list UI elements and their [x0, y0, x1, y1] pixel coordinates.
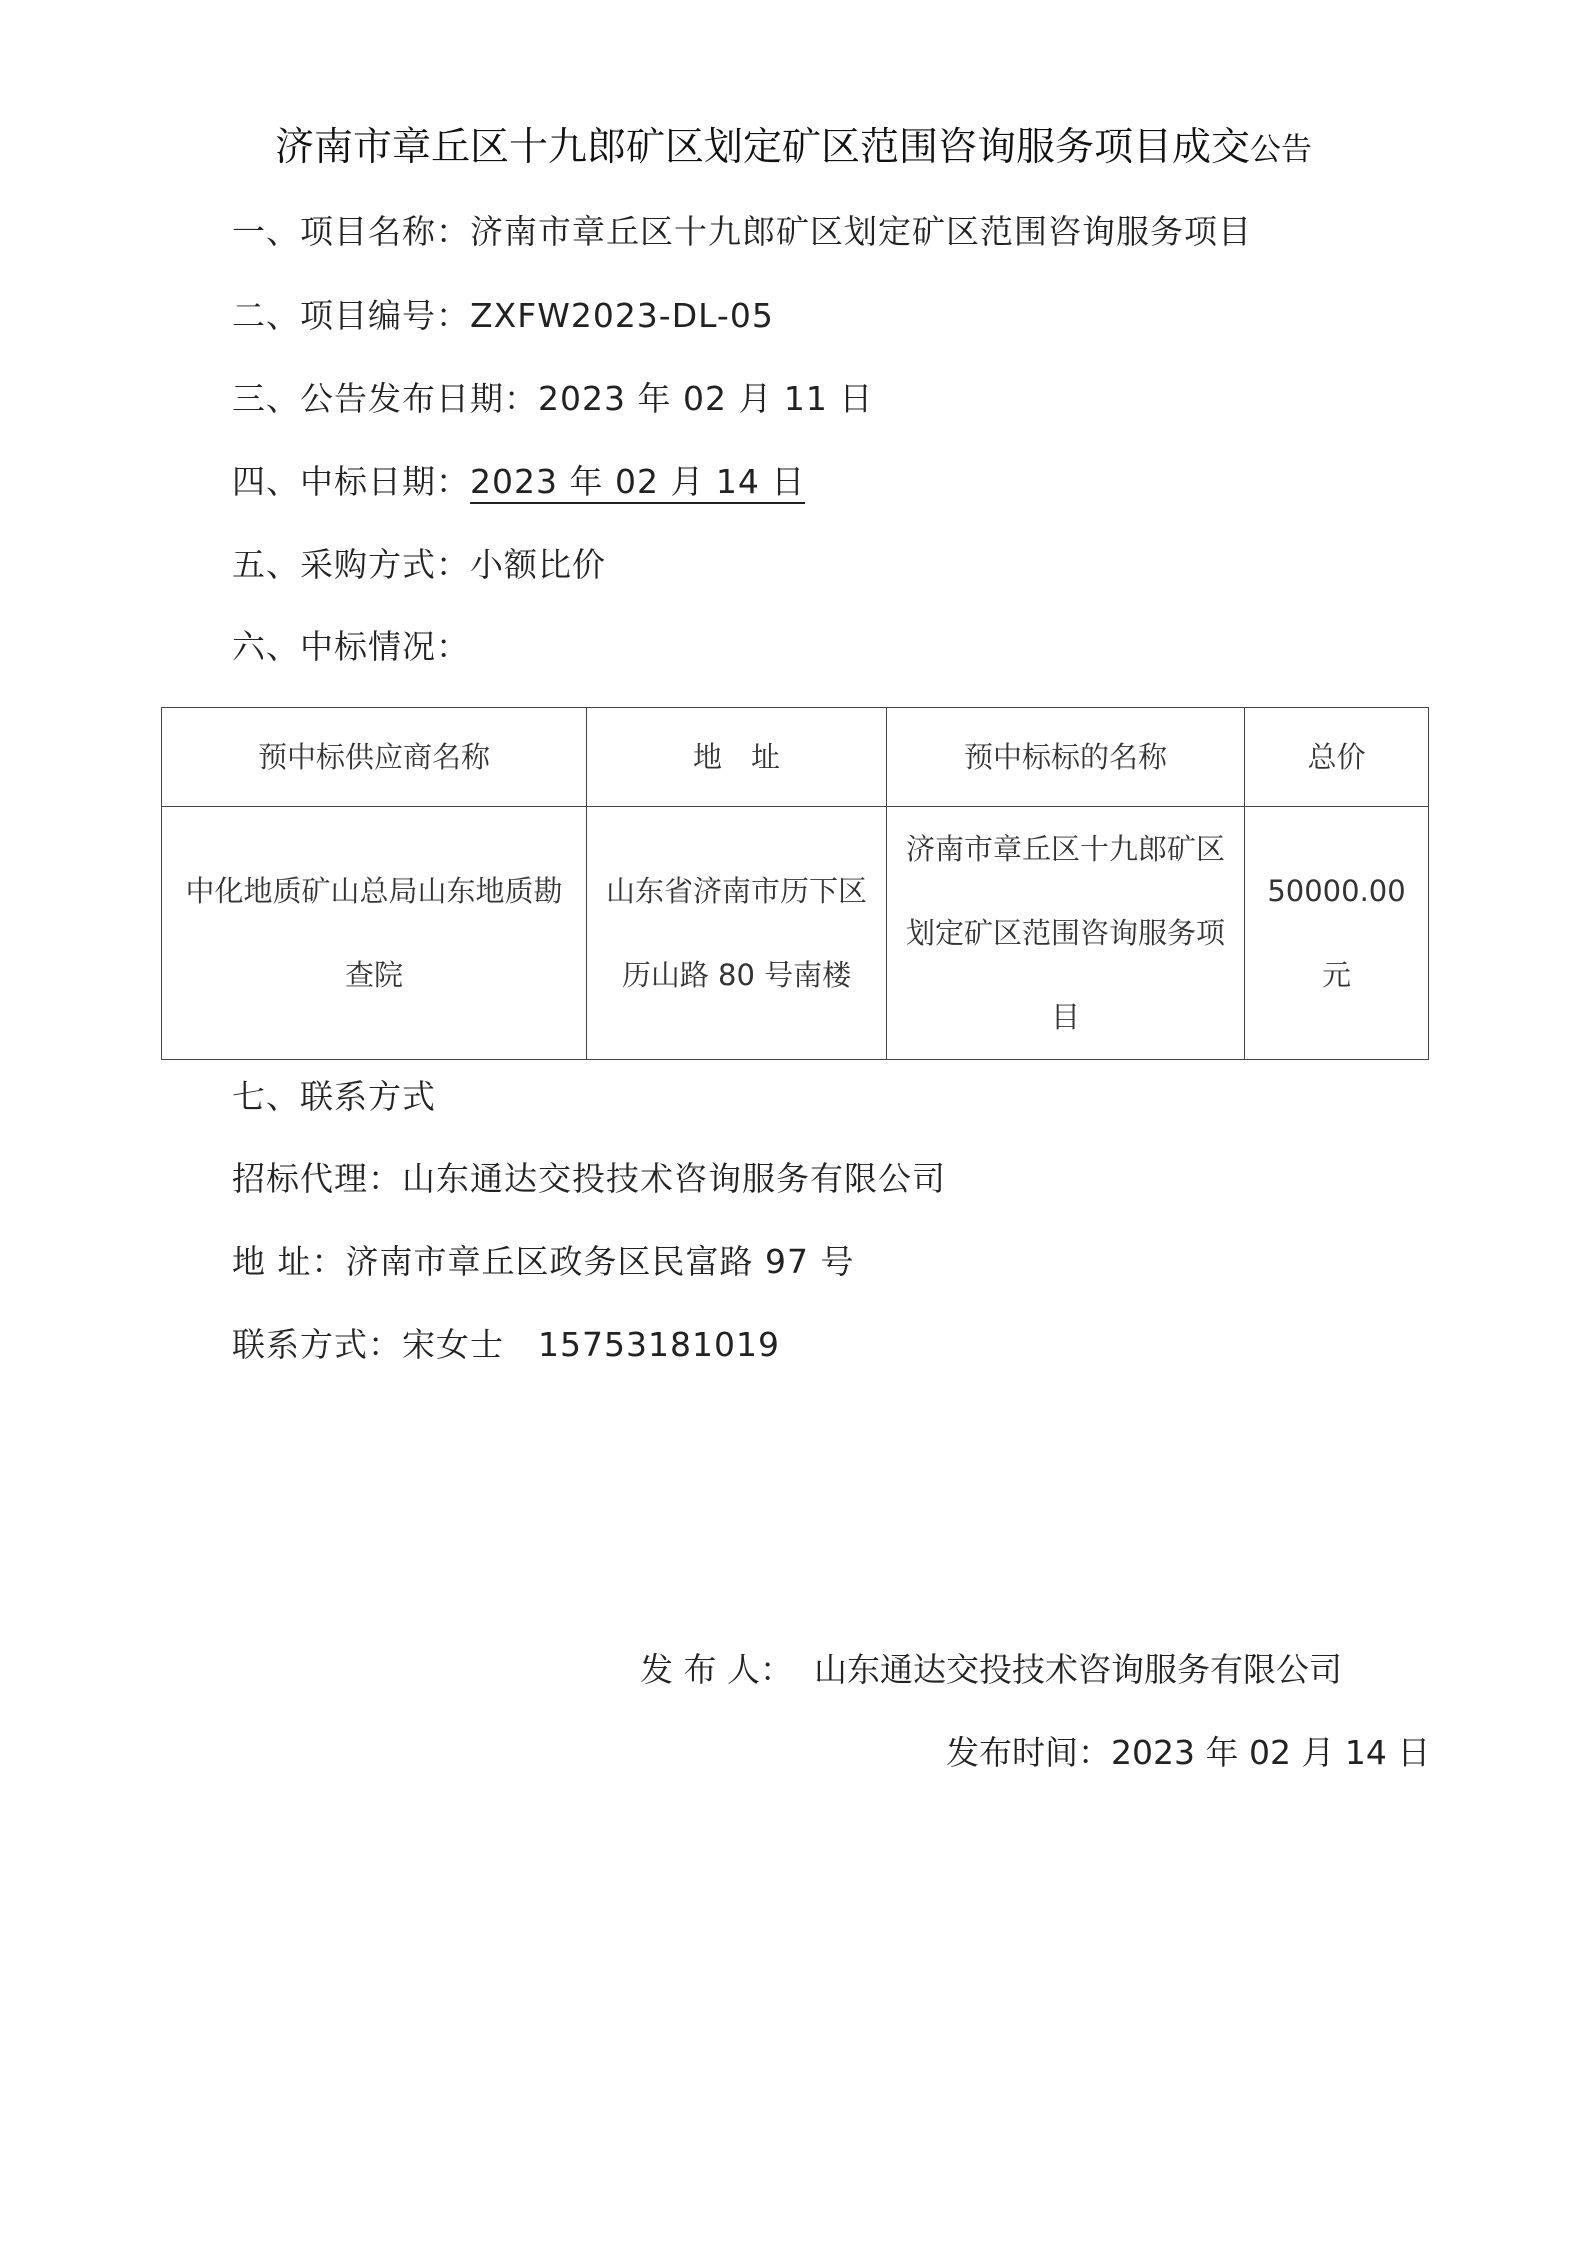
publish-date-line: [232, 374, 873, 424]
contact-phone-value: 宋女士 15753181019: [402, 1325, 780, 1364]
agent-label: 招标代理：: [232, 1159, 402, 1198]
header-supplier: 预中标供应商名称: [162, 708, 587, 807]
project-number-line: [232, 291, 774, 341]
project-name-value: 济南市章丘区十九郎矿区划定矿区范围咨询服务项目: [470, 212, 1252, 251]
project-number-value: ZXFW2023-DL-05: [470, 296, 774, 335]
publish-date-value: 2023 年 02 月 11 日: [538, 379, 874, 418]
cell-address: 山东省济南市历下区历山路 80 号南楼: [587, 807, 887, 1060]
publish-time-label: 发布时间：: [946, 1733, 1111, 1772]
agent-value: 山东通达交投技术咨询服务有限公司: [402, 1159, 946, 1198]
contact-heading: [232, 1072, 436, 1122]
publish-time-line: [946, 1728, 1430, 1778]
header-subject: 预中标标的名称: [887, 708, 1245, 807]
contact-heading-text: 七、联系方式: [232, 1077, 436, 1116]
award-date-value: 2023 年 02 月 14 日: [470, 462, 805, 504]
project-name-label: 一、项目名称：: [232, 212, 470, 251]
publisher-name: 山东通达交投技术咨询服务有限公司: [813, 1650, 1342, 1689]
agent-line: [232, 1154, 946, 1204]
award-status-label: 六、中标情况：: [232, 627, 470, 666]
contact-address-label: 地 址：: [232, 1242, 346, 1281]
table-header-row: [162, 708, 1429, 807]
header-address: 地 址: [587, 708, 887, 807]
contact-phone-line: [232, 1320, 780, 1370]
contact-phone-label: 联系方式：: [232, 1325, 402, 1364]
title-suffix: 公告: [1250, 132, 1312, 168]
project-name-line: [232, 207, 1252, 257]
document-title: [0, 118, 1587, 180]
procurement-method-label: 五、采购方式：: [232, 545, 470, 584]
project-number-label: 二、项目编号：: [232, 296, 470, 335]
publish-time-value: 2023 年 02 月 14 日: [1111, 1733, 1431, 1772]
title-main: 济南市章丘区十九郎矿区划定矿区范围咨询服务项目成交: [274, 125, 1250, 170]
table-row: [162, 807, 1429, 1060]
contact-address-value: 济南市章丘区政务区民富路 97 号: [345, 1242, 855, 1281]
header-total-price: 总价: [1245, 708, 1429, 807]
cell-supplier: 中化地质矿山总局山东地质勘查院: [162, 807, 587, 1060]
publisher-label: 发 布 人：: [640, 1650, 793, 1689]
publish-date-label: 三、公告发布日期：: [232, 379, 538, 418]
award-status-line: [232, 622, 470, 672]
procurement-method-value: 小额比价: [470, 545, 606, 584]
cell-subject: 济南市章丘区十九郎矿区划定矿区范围咨询服务项目: [887, 807, 1245, 1060]
award-table: [161, 707, 1429, 1060]
contact-address-line: [232, 1237, 854, 1287]
cell-total-price: 50000.00 元: [1245, 807, 1429, 1060]
publisher-line: [640, 1645, 1342, 1695]
award-date-label: 四、中标日期：: [232, 462, 470, 501]
award-date-line: [232, 457, 805, 507]
procurement-method-line: [232, 540, 606, 590]
